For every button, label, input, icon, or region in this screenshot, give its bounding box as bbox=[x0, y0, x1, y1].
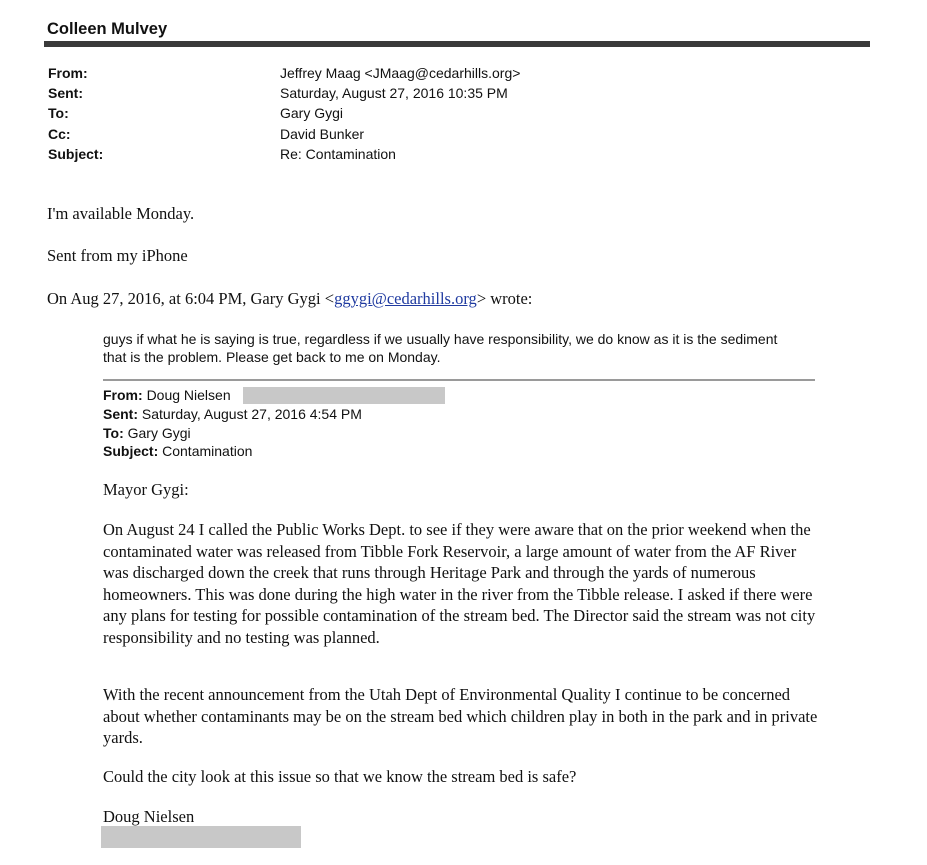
from-label: From: bbox=[48, 65, 88, 81]
reply-text: I'm available Monday. bbox=[47, 204, 195, 223]
forwarded-to bbox=[103, 425, 191, 441]
letter-paragraph-3: Could the city look at this issue so that we know the stream bed is safe? bbox=[103, 767, 577, 786]
letter-paragraph-1: On August 24 I called the Public Works Dept. to see if they were aware that on the prior weekend when the contaminated water was released from Tibble Fork Reservoir, a large amount of water from the AF River was discharged down the creek that runs through Heritage Park and through the yards of numerous homeowners. This was done during the high water in the river from the Tibble release. I asked if there were any plans for testing for possible contamination of the stream bed. The Director said the stream was not city responsibility and no testing was planned. bbox=[103, 520, 816, 647]
sender-email-link[interactable]: ggygi@cedarhills.org bbox=[334, 289, 477, 308]
forwarded-subject-label: Subject: bbox=[103, 443, 159, 459]
sent-label: Sent: bbox=[48, 85, 83, 101]
quoted-message: guys if what he is saying is true, regardless if we usually have responsibility, we do know as it is the sediment that is the problem. Please get back to me on Monday. bbox=[103, 331, 778, 365]
forwarded-subject bbox=[103, 443, 252, 459]
quote-divider bbox=[103, 379, 815, 381]
attribution-prefix: On Aug 27, 2016, at 6:04 PM, Gary Gygi < bbox=[47, 289, 335, 308]
mailbox-owner-name: Colleen Mulvey bbox=[47, 20, 168, 38]
owner-divider bbox=[44, 41, 870, 47]
letter-signature: Doug Nielsen bbox=[103, 807, 195, 826]
forwarded-to-value: Gary Gygi bbox=[127, 425, 191, 441]
subject-value: Re: Contamination bbox=[280, 146, 396, 162]
quote-attribution bbox=[47, 289, 532, 309]
sent-value: Saturday, August 27, 2016 10:35 PM bbox=[280, 85, 508, 101]
forwarded-from bbox=[103, 387, 231, 403]
from-value: Jeffrey Maag <JMaag@cedarhills.org> bbox=[280, 65, 521, 81]
forwarded-from-value: Doug Nielsen bbox=[146, 387, 231, 403]
forwarded-to-label: To: bbox=[103, 425, 124, 441]
to-value: Gary Gygi bbox=[280, 105, 344, 121]
letter-greeting: Mayor Gygi: bbox=[103, 480, 189, 499]
forwarded-from-label: From: bbox=[103, 387, 143, 403]
subject-label: Subject: bbox=[48, 146, 104, 162]
cc-value: David Bunker bbox=[280, 126, 365, 142]
attribution-suffix: > wrote: bbox=[476, 289, 533, 308]
forwarded-sent-value: Saturday, August 27, 2016 4:54 PM bbox=[141, 406, 362, 422]
forwarded-sent bbox=[103, 406, 362, 422]
cc-label: Cc: bbox=[48, 126, 71, 142]
letter-paragraph-2: With the recent announcement from the Utah Dept of Environmental Quality I continue to be concerned about whether contaminants may be on the stream bed which children play in both in the park and in private yards. bbox=[103, 685, 818, 747]
forwarded-subject-value: Contamination bbox=[162, 443, 253, 459]
sent-from-signature: Sent from my iPhone bbox=[47, 246, 188, 265]
redacted-contact-info bbox=[101, 826, 301, 848]
forwarded-sent-label: Sent: bbox=[103, 406, 138, 422]
redacted-email bbox=[243, 387, 445, 404]
to-label: To: bbox=[48, 105, 69, 121]
